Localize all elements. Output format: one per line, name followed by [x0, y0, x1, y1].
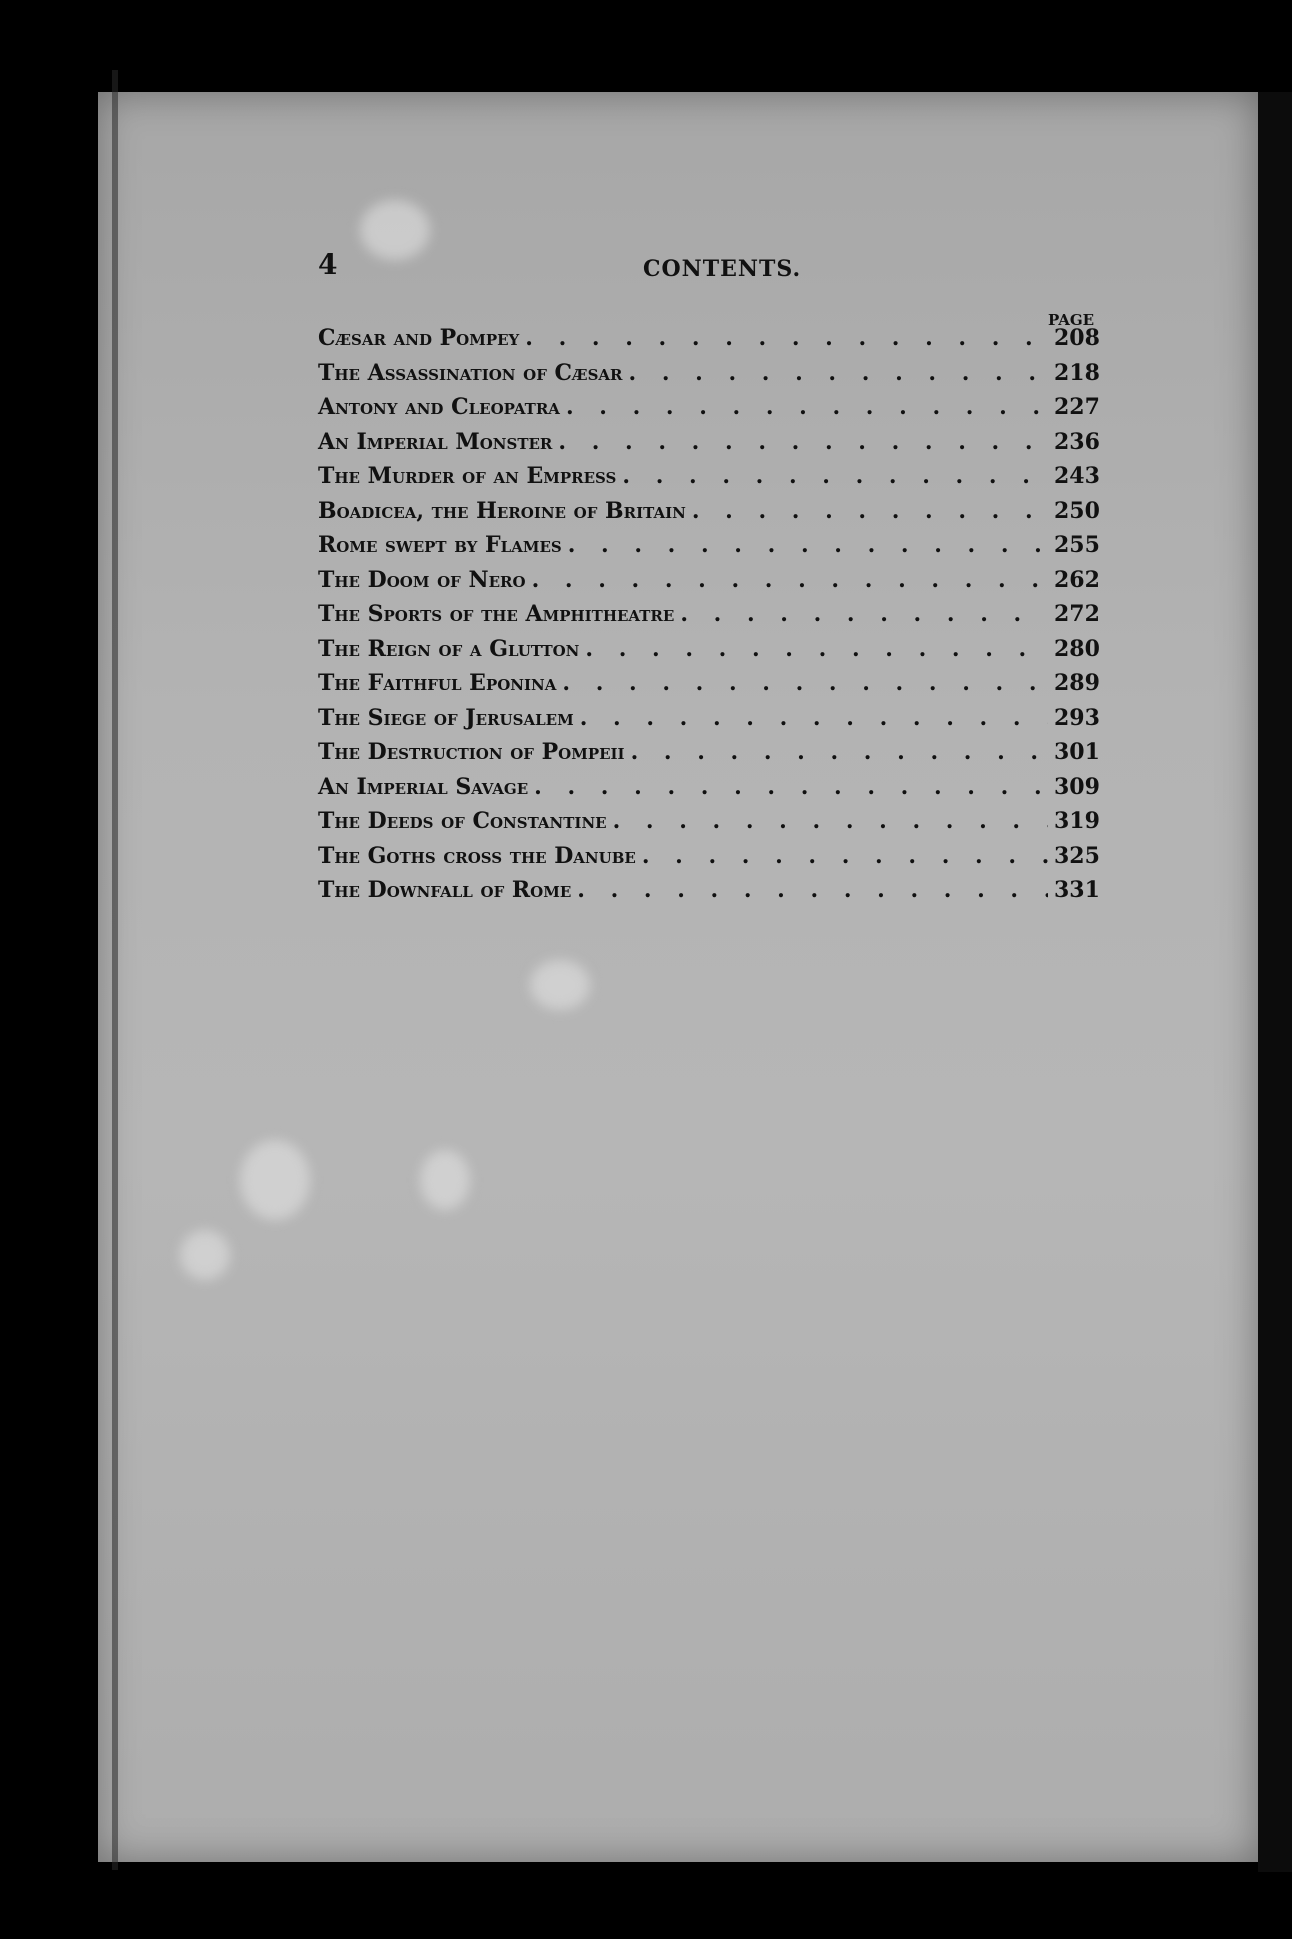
toc-entry-page: 280: [1054, 635, 1100, 662]
toc-entry-title: The Assassination of Cæsar: [318, 359, 623, 386]
toc-entry-page: 272: [1054, 601, 1100, 627]
scan-border: [1258, 92, 1292, 1872]
toc-entry-page: 289: [1054, 670, 1100, 696]
toc-entry-title: The Sports of the Amphitheatre: [318, 601, 675, 627]
toc-entry: [318, 394, 1098, 429]
toc-entry-title: The Downfall of Rome: [318, 877, 572, 903]
toc-entry-title: The Goths cross the Danube: [318, 842, 636, 869]
dot-leader: [568, 532, 1048, 558]
toc-entry-page: 325: [1054, 842, 1100, 869]
scan-speck: [180, 1230, 230, 1280]
running-head: CONTENTS.: [643, 256, 802, 282]
scan-speck: [240, 1140, 310, 1220]
toc-entry: [318, 463, 1098, 498]
toc-entry-title: Boadicea, the Heroine of Britain: [318, 497, 686, 524]
toc-entry-page: 319: [1054, 808, 1100, 834]
toc-entry-page: 309: [1054, 773, 1100, 800]
toc-entry-title: The Murder of an Empress: [318, 463, 617, 489]
toc-entry-page: 218: [1054, 359, 1100, 386]
dot-leader: [585, 636, 1048, 662]
dot-leader: [629, 360, 1048, 386]
toc-entry-page: 301: [1054, 739, 1100, 765]
dot-leader: [580, 705, 1048, 731]
toc-entry-title: The Deeds of Constantine: [318, 808, 607, 834]
toc-entry-page: 227: [1054, 394, 1100, 420]
scan-speck: [420, 1150, 470, 1210]
dot-leader: [642, 843, 1048, 869]
toc-entry: [318, 774, 1098, 809]
dot-leader: [534, 774, 1048, 800]
toc-entry-title: Cæsar and Pompey: [318, 325, 520, 351]
dot-leader: [566, 394, 1048, 420]
toc-entry: [318, 808, 1098, 843]
page-header: [318, 248, 1128, 288]
toc-entry: [318, 843, 1098, 878]
page-column-label: PAGE: [1048, 311, 1095, 329]
toc-entry: [318, 429, 1098, 464]
toc-entry: [318, 636, 1098, 671]
dot-leader: [558, 429, 1048, 455]
dot-leader: [562, 670, 1048, 696]
dot-leader: [577, 877, 1048, 903]
toc-entry-title: An Imperial Monster: [318, 428, 553, 455]
toc-entry-title: The Destruction of Pompeii: [318, 739, 625, 765]
table-of-contents: [318, 325, 1098, 912]
toc-entry: [318, 877, 1098, 912]
toc-entry-page: 236: [1054, 428, 1100, 455]
dot-leader: [680, 601, 1048, 627]
toc-entry: [318, 705, 1098, 740]
toc-entry-title: The Doom of Nero: [318, 566, 526, 593]
toc-entry: [318, 567, 1098, 602]
toc-entry: [318, 498, 1098, 533]
toc-entry: [318, 532, 1098, 567]
toc-entry-page: 262: [1054, 566, 1100, 593]
toc-entry: [318, 325, 1098, 360]
toc-entry: [318, 670, 1098, 705]
page-number: 4: [318, 248, 338, 281]
toc-entry-page: 293: [1054, 704, 1100, 731]
toc-entry-title: Rome swept by Flames: [318, 532, 562, 558]
toc-entry: [318, 739, 1098, 774]
scan-speck: [530, 960, 590, 1010]
toc-entry-title: The Faithful Eponina: [318, 670, 557, 696]
toc-entry: [318, 601, 1098, 636]
toc-entry-page: 331: [1054, 877, 1100, 903]
dot-leader: [631, 739, 1048, 765]
toc-entry-title: Antony and Cleopatra: [318, 394, 560, 420]
toc-entry-page: 255: [1054, 532, 1100, 558]
toc-entry-title: The Reign of a Glutton: [318, 635, 580, 662]
toc-entry: [318, 360, 1098, 395]
page-edge-shadow: [112, 70, 118, 1870]
dot-leader: [532, 567, 1048, 593]
dot-leader: [613, 808, 1048, 834]
toc-entry-title: The Siege of Jerusalem: [318, 704, 574, 731]
toc-entry-page: 243: [1054, 463, 1100, 489]
toc-entry-page: 250: [1054, 497, 1100, 524]
toc-entry-page: 208: [1054, 325, 1100, 351]
dot-leader: [525, 325, 1048, 351]
dot-leader: [622, 463, 1048, 489]
toc-entry-title: An Imperial Savage: [318, 773, 529, 800]
dot-leader: [692, 498, 1048, 524]
